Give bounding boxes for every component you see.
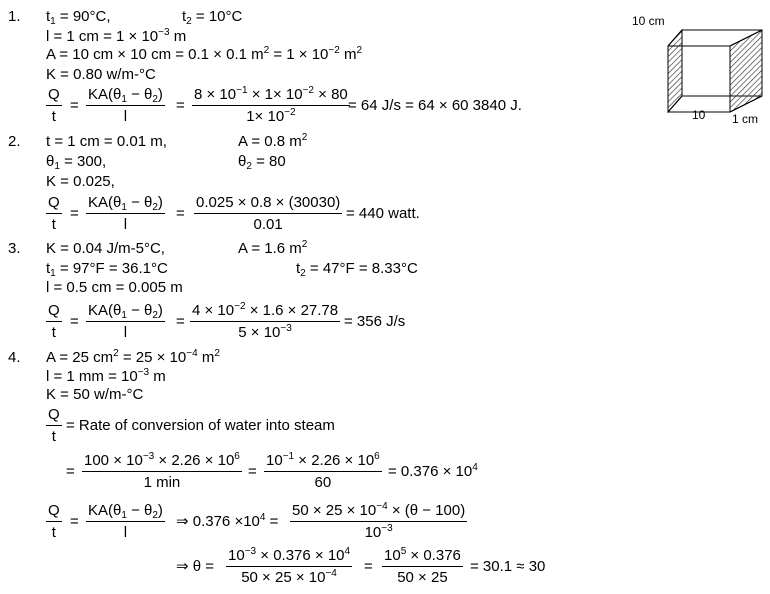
p2-theta1-line: $\theta_1 = 300$, — [46, 153, 107, 172]
slab-right-face — [730, 30, 762, 112]
p1-length-line: l = 1 cm = $1 \times 10^{-3}$ m — [46, 27, 187, 45]
p1-eq-1: = — [70, 97, 79, 114]
p2-result: = 440 watt. — [346, 205, 420, 222]
p2-q-over-t: Q t — [48, 194, 60, 233]
slab-left-face — [668, 30, 682, 112]
p4-eq-a: = — [66, 463, 75, 480]
p3-ka-fraction: $KA(\theta_1 - \theta_2)$ l — [88, 302, 163, 341]
p3-result: = 356 J/s — [344, 313, 406, 330]
p1-value-fraction: $8 \times 10^{-1} \times 1\times 10^{-2} \times 80$ $1\times 10^{-2}$ — [194, 85, 348, 125]
p3-q-over-t: Q t — [48, 302, 60, 341]
figure-right-label: 1 cm — [732, 112, 759, 126]
p2-area-line: A = 0.8 $m^2$ — [238, 132, 308, 150]
p4-implies-2: ⇒ θ = — [176, 558, 215, 575]
problem-1-number: 1. — [8, 8, 21, 25]
p2-eq-2: = — [176, 205, 185, 222]
p2-eq-1: = — [70, 205, 79, 222]
p4-k-line: K = 50 w/m-°C — [46, 386, 144, 403]
p4-fraction-3: $50 \times 25 \times 10^{-4} \times (\theta - 100)$ $10^{-3}$ — [292, 501, 466, 541]
p3-area-line: A = 1.6 $m^2$ — [238, 239, 308, 257]
p4-ka-fraction: $KA(\theta_1 - \theta_2)$ l — [88, 502, 163, 541]
p3-eq-1: = — [70, 313, 79, 330]
p2-ka-fraction: $KA(\theta_1 - \theta_2)$ l — [88, 194, 163, 233]
p1-t2-line: $t_2 = 10^\circ C$ — [182, 8, 243, 27]
p1-area-line: A = 10 cm × 10 cm = 0.1 × 0.1 $m^2 = 1 \times 10^{-2}$ $m^2$ — [46, 45, 363, 63]
p4-fraction-1: $100 \times 10^{-3} \times 2.26 \times 10^6$ 1 min — [84, 451, 240, 491]
p3-value-fraction: $4 \times 10^{-2} \times 1.6 \times 27.78$ $5 \times 10^{-3}$ — [192, 301, 339, 341]
figure-top-label: 10 cm — [632, 14, 665, 28]
p4-fraction-2: $10^{-1} \times 2.26 \times 10^6$ 60 — [266, 451, 380, 491]
p4-result-1: = $0.376 \times 10^4$ — [388, 462, 478, 480]
p4-eq-b: = — [248, 463, 257, 480]
p3-k-line: K = 0.04 J/m-5°C, — [46, 240, 165, 257]
p4-eq-d: = — [364, 558, 373, 575]
p3-t2-line: $t_2 = 47^\circ F = 8.33^\circ C$ — [296, 260, 418, 279]
p4-q-over-t-2: Q t — [48, 502, 60, 541]
p4-fraction-4: $10^{-3} \times 0.376 \times 10^4$ $50 \times 25 \times 10^{-4}$ — [228, 546, 351, 586]
p2-t-line: t = 1 cm = 0.01 m, — [46, 133, 167, 150]
p1-k-line: K = 0.80 w/m-°C — [46, 66, 156, 83]
p4-length-line: l = 1 mm = $10^{-3}$ m — [46, 367, 166, 385]
p4-final-result: = 30.1 ≈ 30 — [470, 558, 546, 575]
p3-length-line: l = 0.5 cm = 0.005 m — [46, 279, 183, 296]
slab-figure — [620, 8, 770, 128]
p4-q-over-t-1: Q t — [48, 406, 60, 445]
p4-rate-text: = Rate of conversion of water into steam — [66, 417, 335, 434]
p1-result: = 64 J/s = 64 × 60 3840 J. — [348, 97, 522, 114]
p3-eq-2: = — [176, 313, 185, 330]
p2-k-line: K = 0.025, — [46, 173, 115, 190]
problem-4-number: 4. — [8, 349, 21, 366]
problem-2-number: 2. — [8, 133, 21, 150]
p1-q-over-t: Q t — [48, 86, 60, 125]
p3-t1-line: $t_1 = 97^\circ F = 36.1^\circ C$ — [46, 260, 168, 279]
p1-ka-fraction: $KA(\theta_1 - \theta_2)$ l — [88, 86, 163, 125]
problem-3-number: 3. — [8, 240, 21, 257]
p2-theta2-line: $\theta_2 = 80$ — [238, 153, 286, 172]
p2-value-fraction: 0.025 × 0.8 × (30030) 0.01 — [196, 194, 341, 233]
p1-t1-line: $t_1 = 90^\circ C$, — [46, 8, 111, 27]
figure-bottom-label: 10 — [692, 108, 706, 122]
p4-area-line: A = 25 $cm^2 = 25 \times 10^{-4}$ $m^2$ — [46, 348, 220, 366]
p4-fraction-5: $10^5 \times 0.376$ 50 × 25 — [384, 546, 461, 586]
p1-eq-2: = — [176, 97, 185, 114]
p4-eq-c: = — [70, 513, 79, 530]
p4-implies-1: ⇒ $0.376 \times 10^4$ = — [176, 512, 279, 530]
